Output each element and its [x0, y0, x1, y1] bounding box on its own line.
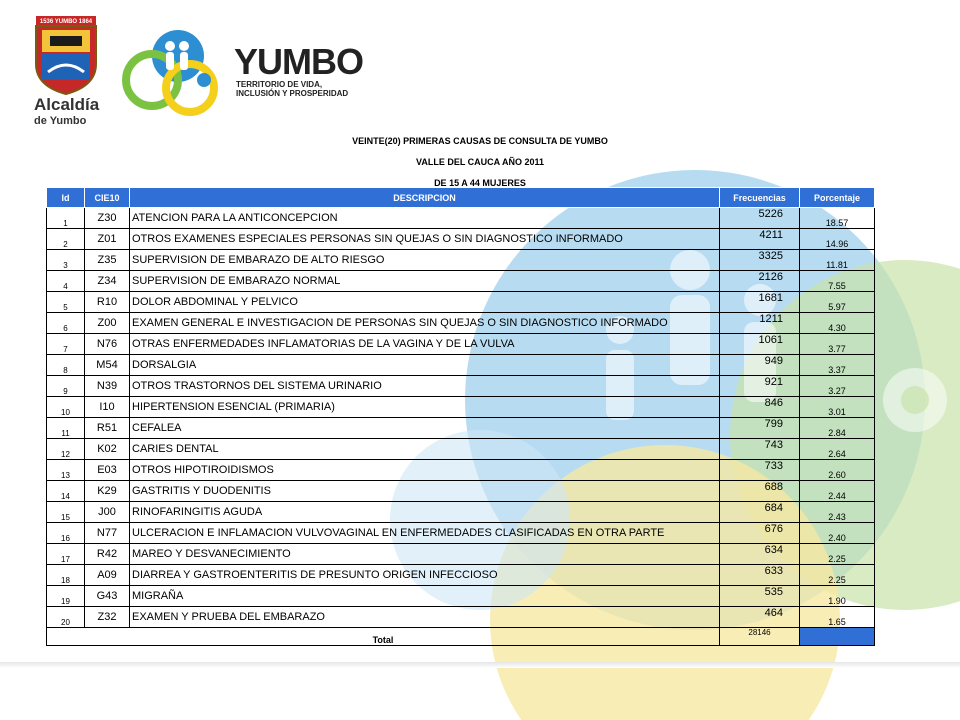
alcaldia-line2: de Yumbo	[34, 115, 87, 127]
causes-table	[46, 187, 875, 646]
table-row	[47, 481, 875, 502]
row-id: 12	[47, 439, 85, 460]
row-descripcion: OTROS TRASTORNOS DEL SISTEMA URINARIO	[130, 376, 720, 397]
row-frecuencia: 684	[720, 502, 800, 523]
row-frecuencia: 688	[720, 481, 800, 502]
alcaldia-crest-logo	[30, 14, 102, 96]
row-porcentaje: 2.43	[800, 502, 875, 523]
row-frecuencia: 1681	[720, 292, 800, 313]
brand-tagline-line2: INCLUSIÓN Y PROSPERIDAD	[236, 89, 349, 99]
table-row	[47, 355, 875, 376]
row-id: 11	[47, 418, 85, 439]
column-header-cie10: CIE10	[85, 188, 130, 208]
row-porcentaje: 2.60	[800, 460, 875, 481]
table-row	[47, 502, 875, 523]
row-porcentaje: 2.40	[800, 523, 875, 544]
row-porcentaje: 18.57	[800, 208, 875, 229]
row-frecuencia: 733	[720, 460, 800, 481]
row-porcentaje: 5.97	[800, 292, 875, 313]
row-frecuencia: 634	[720, 544, 800, 565]
row-descripcion: CEFALEA	[130, 418, 720, 439]
row-cie10: Z00	[85, 313, 130, 334]
row-porcentaje: 7.55	[800, 271, 875, 292]
row-id: 18	[47, 565, 85, 586]
alcaldia-line1: Alcaldía	[34, 95, 100, 114]
total-label: Total	[47, 628, 720, 646]
row-cie10: E03	[85, 460, 130, 481]
row-cie10: K02	[85, 439, 130, 460]
row-descripcion: EXAMEN Y PRUEBA DEL EMBARAZO	[130, 607, 720, 628]
row-id: 19	[47, 586, 85, 607]
row-porcentaje: 14.96	[800, 229, 875, 250]
bottom-divider	[0, 662, 960, 668]
table-row	[47, 418, 875, 439]
table-body	[47, 208, 875, 628]
row-id: 6	[47, 313, 85, 334]
table-header-row	[47, 188, 875, 208]
row-cie10: R10	[85, 292, 130, 313]
row-descripcion: ULCERACION E INFLAMACION VULVOVAGINAL EN ENFERMEDADES CLASIFICADAS EN OTRA PARTE	[130, 523, 720, 544]
table-row	[47, 271, 875, 292]
row-descripcion: OTRAS ENFERMEDADES INFLAMATORIAS DE LA VAGINA Y DE LA VULVA	[130, 334, 720, 355]
table-row	[47, 376, 875, 397]
row-porcentaje: 2.84	[800, 418, 875, 439]
row-porcentaje: 3.01	[800, 397, 875, 418]
row-porcentaje: 1.90	[800, 586, 875, 607]
brand-tagline	[236, 80, 348, 98]
row-frecuencia: 676	[720, 523, 800, 544]
row-id: 10	[47, 397, 85, 418]
row-id: 13	[47, 460, 85, 481]
row-frecuencia: 2126	[720, 271, 800, 292]
table-row	[47, 208, 875, 229]
table-row	[47, 439, 875, 460]
row-frecuencia: 846	[720, 397, 800, 418]
row-porcentaje: 4.30	[800, 313, 875, 334]
row-cie10: N76	[85, 334, 130, 355]
row-frecuencia: 1211	[720, 313, 800, 334]
row-descripcion: RINOFARINGITIS AGUDA	[130, 502, 720, 523]
row-frecuencia: 949	[720, 355, 800, 376]
row-porcentaje: 3.37	[800, 355, 875, 376]
row-porcentaje: 3.77	[800, 334, 875, 355]
total-value: 28146	[720, 628, 800, 646]
row-cie10: G43	[85, 586, 130, 607]
brand-tagline-line1: TERRITORIO DE VIDA,	[236, 80, 323, 89]
report-subtitle: VALLE DEL CAUCA AÑO 2011	[415, 157, 545, 167]
row-cie10: Z32	[85, 607, 130, 628]
column-header-descripcion: DESCRIPCION	[130, 188, 720, 208]
row-porcentaje: 2.44	[800, 481, 875, 502]
row-cie10: Z35	[85, 250, 130, 271]
table-row	[47, 586, 875, 607]
row-cie10: N39	[85, 376, 130, 397]
alcaldia-name	[34, 96, 99, 127]
row-id: 17	[47, 544, 85, 565]
row-cie10: A09	[85, 565, 130, 586]
row-frecuencia: 4211	[720, 229, 800, 250]
row-frecuencia: 1061	[720, 334, 800, 355]
brand-word: YUMBO	[234, 41, 363, 82]
row-descripcion: SUPERVISION DE EMBARAZO DE ALTO RIESGO	[130, 250, 720, 271]
row-cie10: M54	[85, 355, 130, 376]
row-cie10: R42	[85, 544, 130, 565]
row-porcentaje: 3.27	[800, 376, 875, 397]
row-frecuencia: 3325	[720, 250, 800, 271]
row-descripcion: DIARREA Y GASTROENTERITIS DE PRESUNTO ORIGEN INFECCIOSO	[130, 565, 720, 586]
row-descripcion: CARIES DENTAL	[130, 439, 720, 460]
row-id: 5	[47, 292, 85, 313]
row-porcentaje: 2.25	[800, 565, 875, 586]
row-porcentaje: 2.64	[800, 439, 875, 460]
row-descripcion: GASTRITIS Y DUODENITIS	[130, 481, 720, 502]
row-id: 8	[47, 355, 85, 376]
column-header-porcentaje: Porcentaje	[800, 188, 875, 208]
row-id: 2	[47, 229, 85, 250]
table-row	[47, 565, 875, 586]
row-cie10: Z30	[85, 208, 130, 229]
row-porcentaje: 2.25	[800, 544, 875, 565]
column-header-id: Id	[47, 188, 85, 208]
row-cie10: K29	[85, 481, 130, 502]
table-row	[47, 292, 875, 313]
row-id: 15	[47, 502, 85, 523]
report-population: DE 15 A 44 MUJERES	[434, 178, 526, 188]
row-frecuencia: 743	[720, 439, 800, 460]
table-row	[47, 460, 875, 481]
row-descripcion: OTROS EXAMENES ESPECIALES PERSONAS SIN QUEJAS O SIN DIAGNOSTICO INFORMADO	[130, 229, 720, 250]
row-descripcion: EXAMEN GENERAL E INVESTIGACION DE PERSONAS SIN QUEJAS O SIN DIAGNOSTICO INFORMADO	[130, 313, 720, 334]
row-frecuencia: 799	[720, 418, 800, 439]
row-descripcion: ATENCION PARA LA ANTICONCEPCION	[130, 208, 720, 229]
total-blank-cell	[800, 628, 875, 646]
row-frecuencia: 5226	[720, 208, 800, 229]
crest-motto: 1536 YUMBO 1864	[39, 19, 93, 25]
row-cie10: Z34	[85, 271, 130, 292]
row-porcentaje: 1.65	[800, 607, 875, 628]
row-id: 7	[47, 334, 85, 355]
row-id: 4	[47, 271, 85, 292]
table-row	[47, 397, 875, 418]
row-descripcion: DORSALGIA	[130, 355, 720, 376]
table-row	[47, 607, 875, 628]
row-id: 1	[47, 208, 85, 229]
row-id: 3	[47, 250, 85, 271]
row-descripcion: MAREO Y DESVANECIMIENTO	[130, 544, 720, 565]
row-cie10: I10	[85, 397, 130, 418]
yumbo-brand-logo	[120, 22, 220, 122]
row-cie10: J00	[85, 502, 130, 523]
row-cie10: R51	[85, 418, 130, 439]
row-descripcion: OTROS HIPOTIROIDISMOS	[130, 460, 720, 481]
row-frecuencia: 921	[720, 376, 800, 397]
row-descripcion: SUPERVISION DE EMBARAZO NORMAL	[130, 271, 720, 292]
row-porcentaje: 11.81	[800, 250, 875, 271]
table-row	[47, 544, 875, 565]
row-frecuencia: 464	[720, 607, 800, 628]
row-descripcion: HIPERTENSION ESENCIAL (PRIMARIA)	[130, 397, 720, 418]
row-cie10: Z01	[85, 229, 130, 250]
report-title: VEINTE(20) PRIMERAS CAUSAS DE CONSULTA DE YUMBO	[352, 136, 608, 146]
row-descripcion: DOLOR ABDOMINAL Y PELVICO	[130, 292, 720, 313]
row-id: 16	[47, 523, 85, 544]
table-row	[47, 334, 875, 355]
table-row	[47, 313, 875, 334]
column-header-frecuencias: Frecuencias	[720, 188, 800, 208]
row-frecuencia: 535	[720, 586, 800, 607]
row-frecuencia: 633	[720, 565, 800, 586]
table-row	[47, 229, 875, 250]
table-total-row	[47, 628, 875, 646]
row-id: 20	[47, 607, 85, 628]
table-row	[47, 523, 875, 544]
table-row	[47, 250, 875, 271]
row-cie10: N77	[85, 523, 130, 544]
row-id: 9	[47, 376, 85, 397]
row-descripcion: MIGRAÑA	[130, 586, 720, 607]
row-id: 14	[47, 481, 85, 502]
